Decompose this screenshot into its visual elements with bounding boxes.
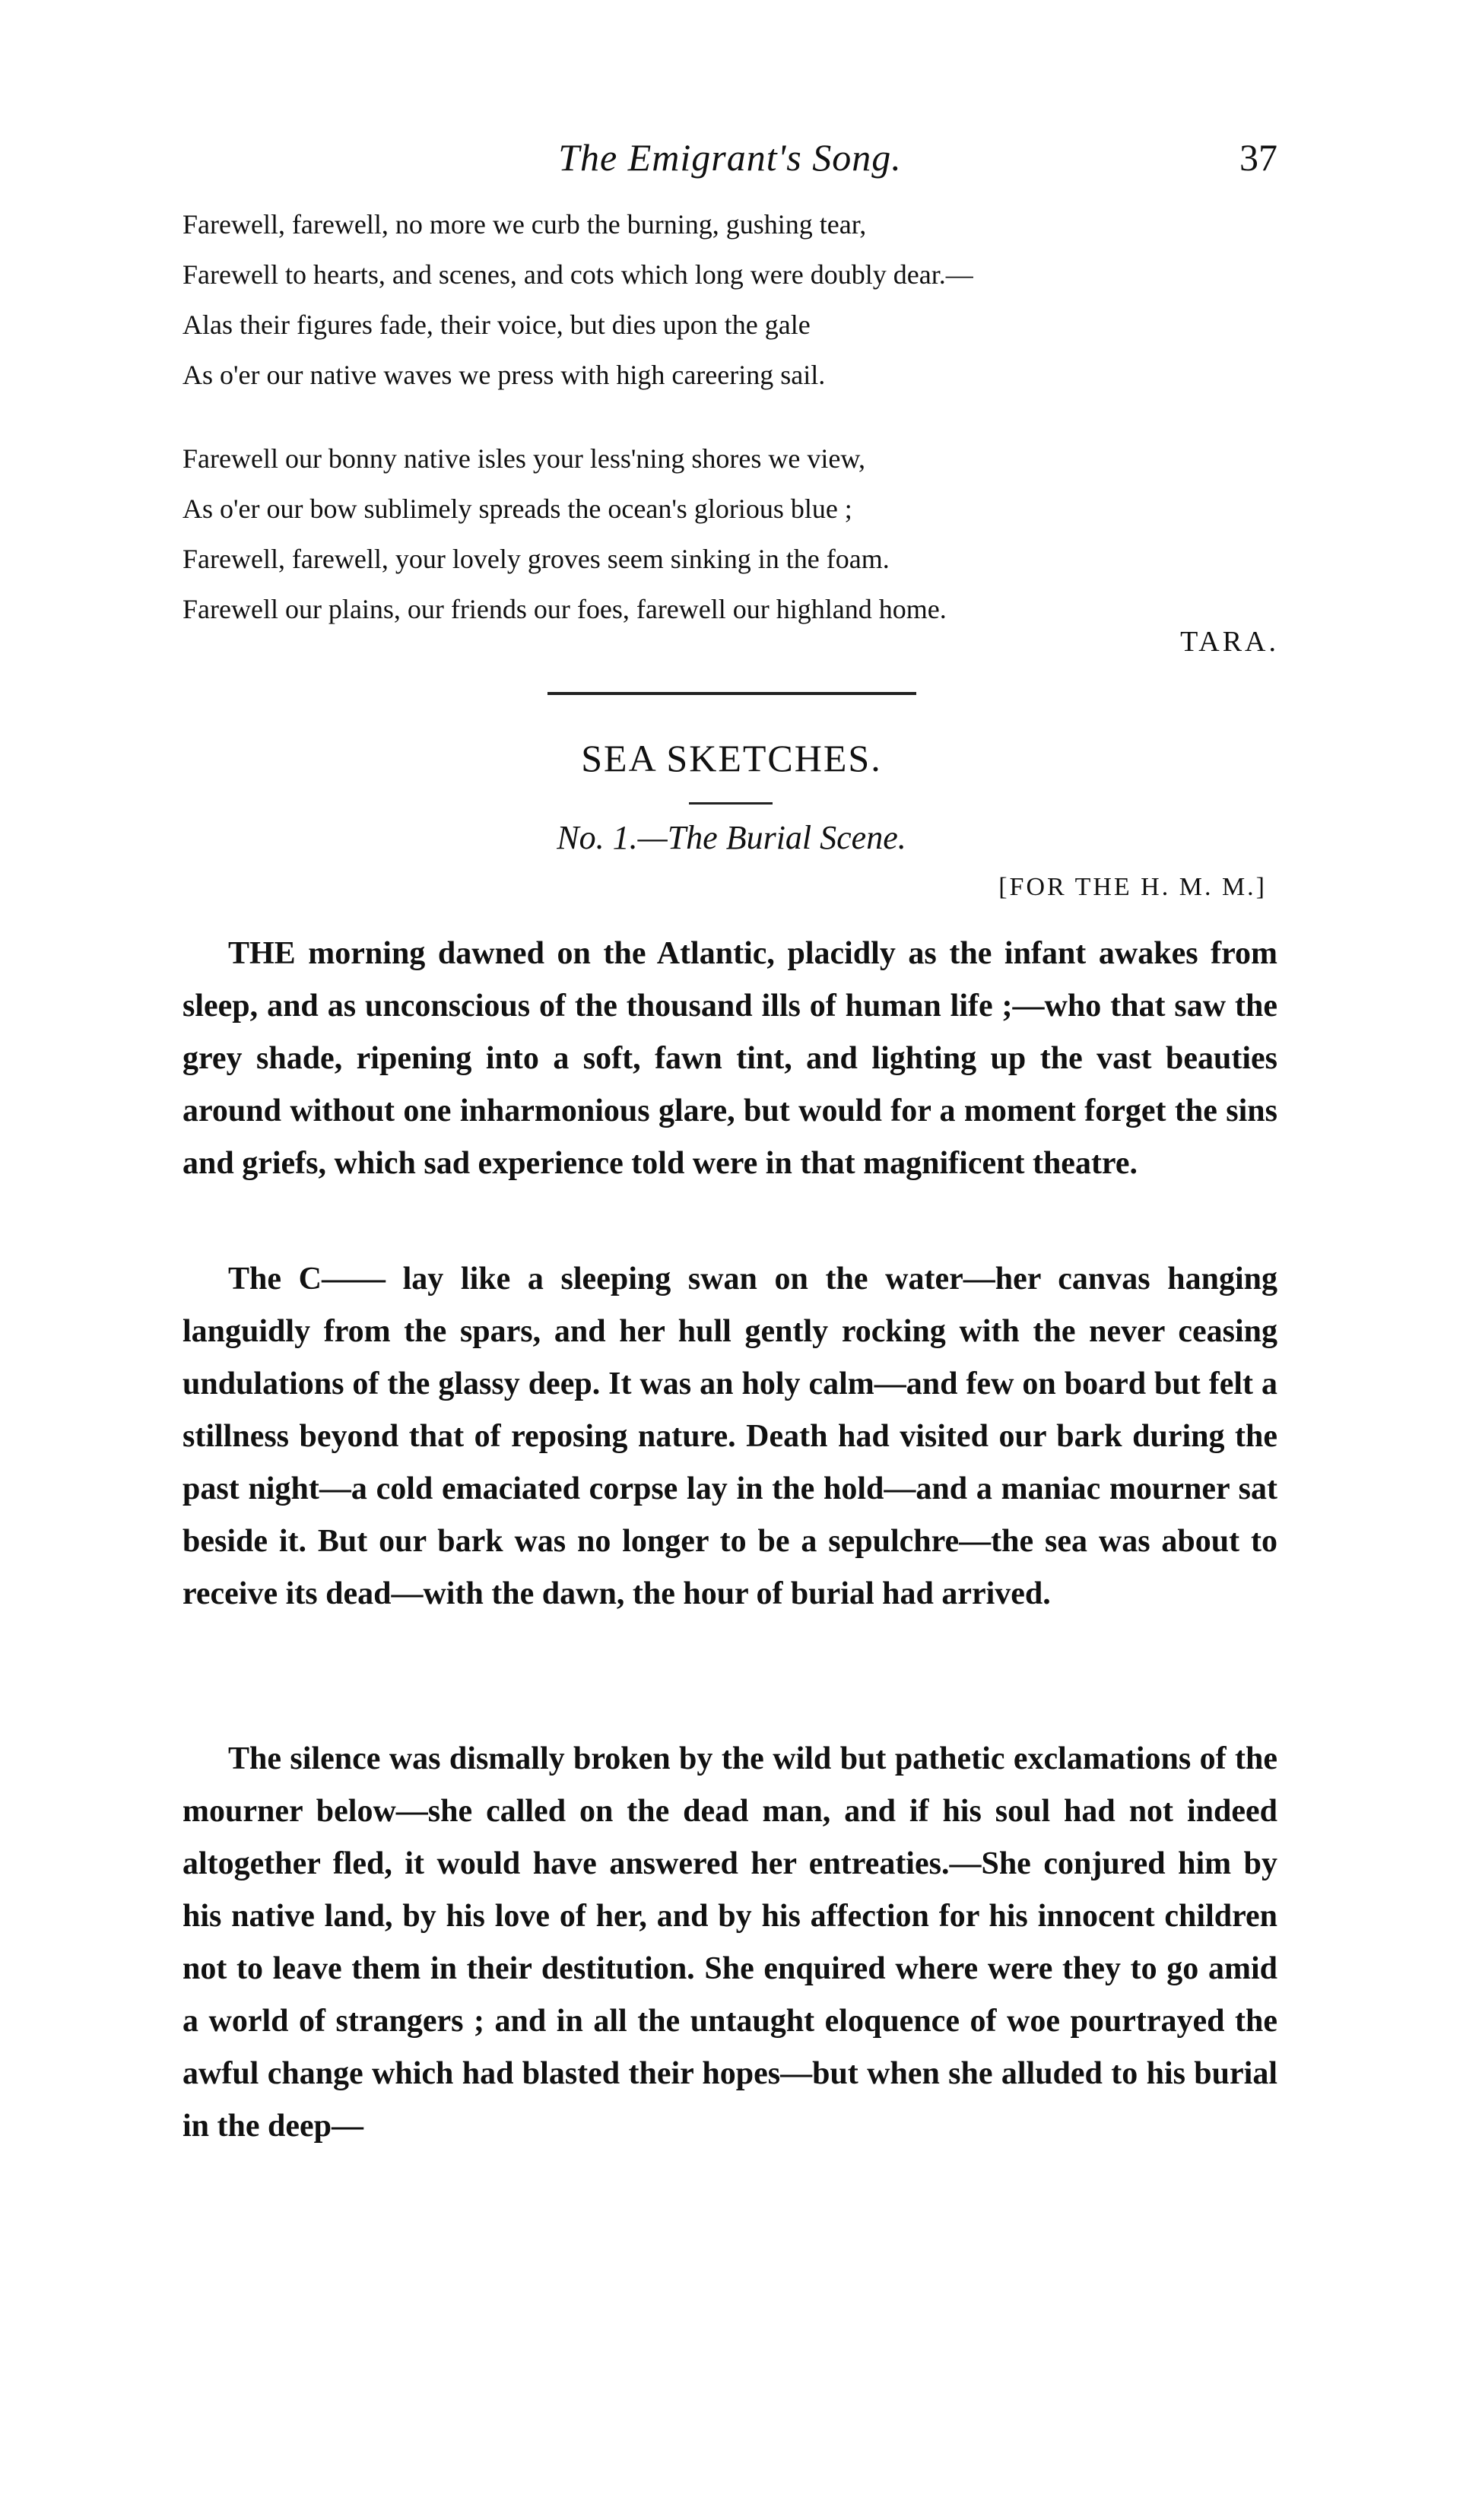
title-underline — [689, 802, 773, 805]
poem-line: Farewell to hearts, and scenes, and cots which long were doubly dear.— — [182, 259, 973, 290]
article-subtitle: No. 1.—The Burial Scene. — [557, 819, 906, 856]
page-number: 37 — [1239, 136, 1277, 179]
ornamental-divider — [547, 692, 916, 695]
poem-signature: TARA. — [1180, 626, 1279, 658]
paragraph-3: The silence was dismally broken by the wild but pathetic exclamations of the mourner below—she called on the dead man, and if his soul had not indeed altogether fled, it would have answered her entreaties.—She conjured him by his native land, by his love of her, and by his affection for his innocent children not to leave them in their destitution. She enquired where were they to go amid a world of strangers ; and in all the untaught eloquence of woe pourtrayed the awful change which had blasted their hopes—but when she alluded to his burial in the deep— — [182, 1741, 1277, 2144]
poem-line: As o'er our bow sublimely spreads the ocean's glorious blue ; — [182, 494, 852, 524]
paragraph-1: THE morning dawned on the Atlantic, placidly as the infant awakes from sleep, and as unconscious of the thousand ills of human life ;—who that saw the grey shade, ripening into a soft, fawn tint, and lighting up the vast beauties around without one inharmonious glare, but would for a moment forget the sins and griefs, which sad experience told were in that magnificent theatre. — [182, 936, 1277, 1181]
poem-stanza-1 — [182, 199, 1277, 400]
running-title: The Emigrant's Song. — [558, 136, 902, 179]
poem-line: Farewell our plains, our friends our foes, farewell our highland home. — [182, 594, 947, 624]
poem-line: Farewell, farewell, your lovely groves seem sinking in the foam. — [182, 544, 890, 574]
poem-line: Farewell our bonny native isles your less'ning shores we view, — [182, 443, 865, 474]
article-byline: [FOR THE H. M. M.] — [998, 873, 1267, 901]
poem-stanza-2 — [182, 433, 1277, 634]
poem-line: As o'er our native waves we press with high careering sail. — [182, 360, 826, 390]
paragraph-2: The C—— lay like a sleeping swan on the water—her canvas hanging languidly from the spars, and her hull gently rocking with the never ceasing undulations of the glassy deep. It was an holy calm—and few on board but felt a stillness beyond that of reposing nature. Death had visited our bark during the past night—a cold emaciated corpse lay in the hold—and a maniac mourner sat beside it. But our bark was no longer to be a sepulchre—the sea was about to receive its dead—with the dawn, the hour of burial had arrived. — [182, 1262, 1277, 1611]
poem-line: Alas their figures fade, their voice, but dies upon the gale — [182, 309, 811, 340]
section-title: SEA SKETCHES. — [581, 737, 882, 779]
page-header — [182, 135, 1277, 189]
poem-line: Farewell, farewell, no more we curb the burning, gushing tear, — [182, 209, 867, 240]
